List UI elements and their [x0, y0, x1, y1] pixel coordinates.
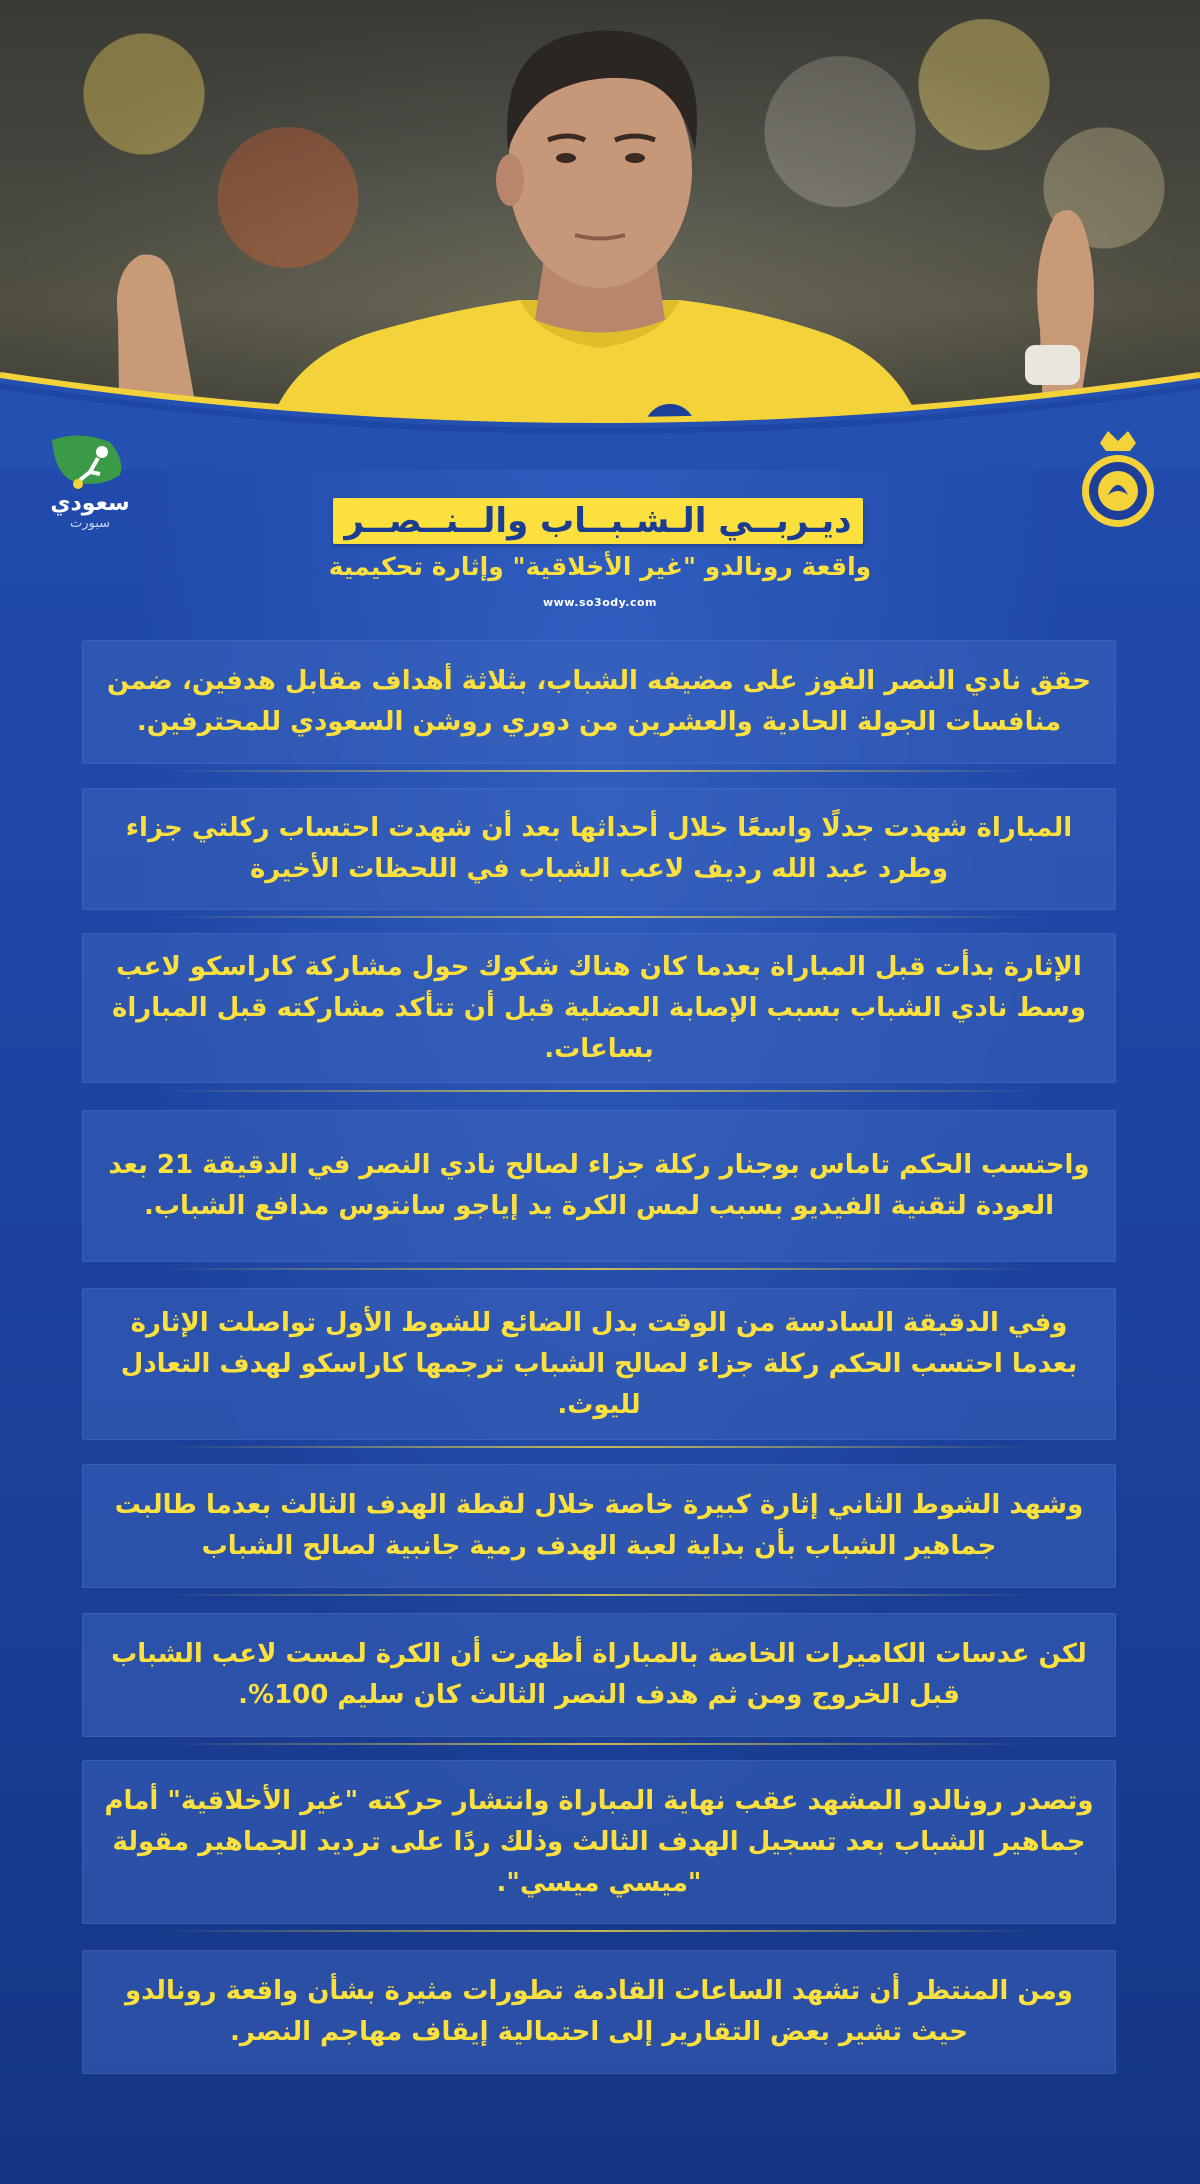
al-nassr-crest — [1078, 425, 1158, 535]
page-title: ديـربــي الـشـبــاب والــنــصــر — [344, 501, 852, 541]
paragraph-text: لكن عدسات الكاميرات الخاصة بالمباراة أظهرت أن الكرة لمست لاعب الشباب قبل الخروج ومن ثم هدف النصر الثالث كان سليم 100%. — [111, 1639, 1087, 1710]
paragraph-card — [82, 1288, 1116, 1440]
paragraph-text: ومن المنتظر أن تشهد الساعات القادمة تطورات مثيرة بشأن واقعة رونالدو حيث تشير بعض التقارير إلى احتمالية إيقاف مهاجم النصر. — [125, 1976, 1073, 2047]
paragraph-text: الإثارة بدأت قبل المباراة بعدما كان هناك شكوك حول مشاركة كاراسكو لاعب وسط نادي الشباب بسبب الإصابة العضلية قبل أن تتأكد مشاركته قبل المباراة بساعات. — [111, 951, 1087, 1064]
so3ody-line1: سعودي — [50, 491, 130, 516]
divider — [160, 1743, 1040, 1745]
paragraph-card — [82, 640, 1116, 764]
hero-photo — [0, 0, 1200, 470]
divider — [160, 1446, 1040, 1448]
paragraph-text: حقق نادي النصر الفوز على مضيفه الشباب، بثلاثة أهداف مقابل هدفين، ضمن منافسات الجولة الحادية والعشرين من دوري روشن السعودي للمحترفين. — [106, 666, 1092, 737]
hero-divider-curve — [0, 330, 1200, 470]
so3ody-line2: سبورت — [69, 516, 111, 530]
paragraph-card — [82, 1760, 1116, 1924]
website-url: www.so3ody.com — [542, 596, 658, 609]
divider — [160, 770, 1040, 772]
divider — [160, 1268, 1040, 1270]
paragraph-text: وتصدر رونالدو المشهد عقب نهاية المباراة وانتشار حركته "غير الأخلاقية" أمام جماهير الشباب بعد تسجيل الهدف الثالث وذلك ردًا على ترديد الجماهير مقولة "ميسي ميسي". — [104, 1785, 1094, 1898]
title-banner — [333, 498, 863, 544]
paragraph-text: المباراة شهدت جدلًا واسعًا خلال أحداثها بعد أن شهدت احتساب ركلتي جزاء وطرد عبد الله رديف لاعب الشباب في اللحظات الأخيرة — [125, 813, 1073, 884]
paragraph-card — [82, 1613, 1116, 1737]
ear — [496, 154, 524, 206]
paragraph-text: وفي الدقيقة السادسة من الوقت بدل الضائع للشوط الأول تواصلت الإثارة بعدما احتسب الحكم ركلة جزاء لصالح الشباب ترجمها كاراسكو لهدف التعادل لليوث. — [120, 1307, 1078, 1420]
paragraph-card — [82, 1464, 1116, 1588]
divider — [160, 1594, 1040, 1596]
divider — [160, 916, 1040, 918]
paragraph-card — [82, 1110, 1116, 1262]
page-subtitle: واقعة رونالدو "غير الأخلاقية" وإثارة تحكيمية — [328, 552, 872, 581]
paragraph-text: وشهد الشوط الثاني إثارة كبيرة خاصة خلال لقطة الهدف الثالث بعدما طالبت جماهير الشباب بأن بداية لعبة الهدف رمية جانبية لصالح الشباب — [114, 1490, 1084, 1561]
divider — [160, 1090, 1040, 1092]
paragraph-text: واحتسب الحكم تاماس بوجنار ركلة جزاء لصالح نادي النصر في الدقيقة 21 بعد العودة لتقنية الفيديو بسبب لمس الكرة يد إياجو سانتوس مدافع الشباب. — [108, 1150, 1090, 1221]
paragraph-card — [82, 933, 1116, 1083]
paragraph-card — [82, 1950, 1116, 2074]
paragraph-card — [82, 788, 1116, 910]
divider — [160, 1930, 1040, 1932]
so3ody-sport-logo — [40, 430, 140, 530]
